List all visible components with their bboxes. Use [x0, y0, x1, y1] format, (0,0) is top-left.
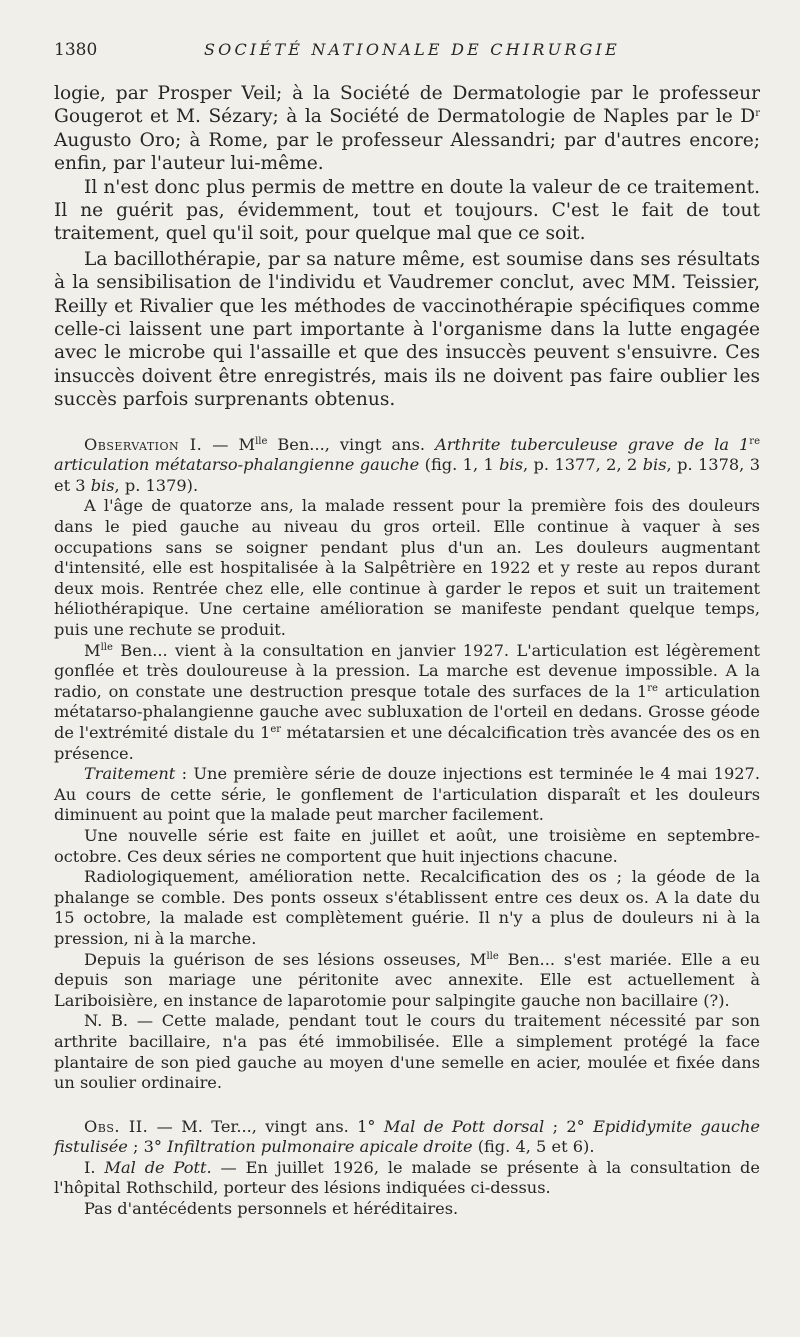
superscript: lle	[100, 641, 113, 653]
observation-label: Observation I.	[84, 434, 203, 454]
paragraph: Radiologiquement, amélioration nette. Recalcification des os ; la géode de la phalange se comble. Des ponts osseux s'établissent entre ces deux os. A la date du 15 octobre, la malade est complètement guérie. Il n'y a plus de douleurs ni à la pression, ni à la marche.	[54, 867, 760, 948]
observation-2	[54, 1117, 760, 1220]
observation-1	[54, 435, 760, 1094]
text: Epididymite gauche fistulisée	[54, 1116, 760, 1157]
text: , p. 1377, 2, 2	[523, 455, 643, 475]
observation-label: Obs. II.	[84, 1116, 149, 1136]
text: Mal de Pott dorsal	[383, 1116, 545, 1136]
text: articulation métatarso-phalangienne gauche avec subluxation de l'orteil en dedans. Grosse géode de l'extrémité distale du 1	[54, 681, 761, 742]
page-header	[54, 40, 760, 70]
text: — M	[202, 434, 256, 454]
text: ; 3°	[127, 1137, 168, 1157]
observation-title: Arthrite tuberculeuse grave de la 1	[435, 434, 750, 454]
text: M	[84, 640, 101, 660]
paragraph: Pas d'antécédents personnels et héréditaires.	[84, 1199, 459, 1219]
observation-heading	[54, 435, 760, 497]
text: (fig. 1, 1	[419, 455, 500, 475]
paragraph	[54, 764, 760, 826]
text: métatarsien et une décalcification très avancée des os en présence.	[54, 723, 761, 763]
paragraph: Une nouvelle série est faite en juillet et août, une troisième en septembre-octobre. Ces deux séries ne comportent que huit injections chacune.	[54, 825, 760, 866]
text: Depuis la guérison de ses lésions osseuses, M	[84, 949, 487, 969]
running-title: SOCIÉTÉ NATIONALE DE CHIRURGIE	[204, 40, 620, 59]
text: ; 2°	[544, 1116, 594, 1136]
text: : Une première série de douze injections est terminée le 4 mai 1927. Au cours de cette série, le gonflement de l'articulation disparaît et les douleurs diminuent au point que la malade peut marcher facilement.	[54, 764, 760, 825]
text: Ben... s'est mariée. Elle a eu depuis son mariage une péritonite avec annexite. Elle est actuellement à Lariboisière, en instance de laparotomie pour salpingite gauche non bacillaire (?).	[54, 949, 760, 1010]
paragraph	[54, 641, 760, 765]
text: Ben..., vingt ans.	[267, 434, 436, 454]
text: Augusto Oro; à Rome, par le professeur Alessandri; par d'autres encore; enfin, par l'auteur lui-même.	[54, 129, 760, 175]
text: Traitement	[84, 764, 176, 784]
paragraph: A l'âge de quatorze ans, la malade ressent pour la première fois des douleurs dans le pied gauche au niveau du gros orteil. Elle continue à vaquer à ses occupations sans se soigner pendant plus d'un an. Les douleurs augmentant d'intensité, elle est hospitalisée à la Salpêtrière en 1922 et y reste au repos durant deux mois. Rentrée chez elle, elle continue à garder le repos et suit un traitement héliothérapique. Une certaine amélioration se manifeste pendant quelque temps, puis une rechute se produit.	[54, 496, 760, 640]
paragraph: N. B. — Cette malade, pendant tout le cours du traitement nécessité par son arthrite bacillaire, n'a pas été immobilisée. Elle a simplement protégé la face plantaire de son pied gauche au moyen d'une semelle en acier, moulée et fixée dans un soulier ordinaire.	[54, 1011, 760, 1093]
paragraph	[54, 1158, 760, 1199]
paragraph	[54, 950, 760, 1012]
superscript: er	[270, 724, 282, 735]
paragraph: La bacillothérapie, par sa nature même, est soumise dans ses résultats à la sensibilisation de l'individu et Vaudremer conclut, avec MM. Teissier, Reilly et Rivalier que les méthodes de vaccinothérapie spécifiques comme celle-ci laissent une part importante à l'organisme dans la lutte engagée avec le microbe qui l'assaille et que des insuccès peuvent s'ensuivre. Ces insuccès doivent être enregistrés, mais ils ne doivent pas faire oublier les succès parfois surprenants obtenus.	[54, 248, 760, 411]
text: bis	[642, 455, 667, 475]
text: I.	[84, 1157, 105, 1177]
text: Mal de Pott.	[104, 1157, 212, 1177]
superscript: r	[755, 108, 760, 120]
observation-heading	[54, 1117, 760, 1158]
page	[54, 40, 760, 1220]
page-number: 1380	[54, 40, 98, 60]
superscript: lle	[486, 950, 499, 962]
text: , p. 1379).	[114, 475, 199, 495]
text: logie, par Prosper Veil; à la Société de Dermatologie par le professeur Gougerot et M. Sézary; à la Société de Dermatologie de Naples par le D	[54, 83, 760, 128]
text: Infiltration pulmonaire apicale droite	[167, 1137, 473, 1157]
text: bis	[90, 475, 115, 495]
superscript: re	[749, 435, 760, 447]
observation-title: articulation métatarso-phalangienne gauche	[54, 455, 420, 475]
text: , p. 1378, 3 et 3	[54, 455, 760, 495]
text: — En juillet 1926, le malade se présente à la consultation de l'hôpital Rothschild, porteur des lésions indiquées ci-dessus.	[54, 1157, 761, 1198]
text: (fig. 4, 5 et 6).	[472, 1137, 595, 1157]
paragraph: Il n'est donc plus permis de mettre en doute la valeur de ce traitement. Il ne guérit pas, évidemment, tout et toujours. C'est le fait de tout traitement, quel qu'il soit, pour quelque mal que ce soit.	[54, 176, 760, 245]
text: — M. Ter..., vingt ans. 1°	[148, 1116, 384, 1136]
superscript: lle	[255, 435, 268, 447]
main-text	[54, 82, 760, 412]
paragraph	[54, 82, 760, 176]
text: Ben... vient à la consultation en janvier 1927. L'articulation est légèrement gonflée et très douloureuse à la pression. La marche est devenue impossible. A la radio, on constate une destruction presque totale des surfaces de la 1	[54, 640, 760, 701]
text: bis	[499, 455, 524, 475]
superscript: re	[647, 682, 658, 694]
